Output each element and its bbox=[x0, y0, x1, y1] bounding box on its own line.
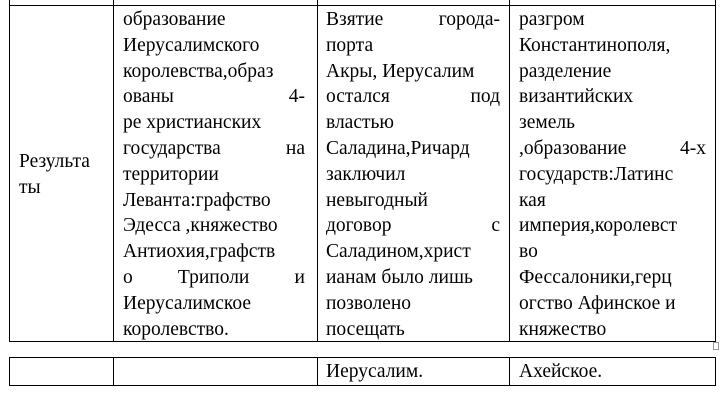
cont-col3-text: Иерусалим. bbox=[326, 361, 424, 382]
col2-line-6: территории bbox=[123, 163, 219, 185]
cont-top-border bbox=[9, 357, 716, 358]
col4-line-3: византийских bbox=[519, 86, 634, 108]
col4-line-7: кая bbox=[519, 189, 546, 211]
cell-col2 bbox=[123, 7, 305, 342]
col3-line-0: Взятие города- bbox=[326, 9, 500, 30]
col3-line-7: невыгодный bbox=[326, 189, 428, 211]
cont-col-border-2 bbox=[317, 357, 318, 386]
col2-line-4: ре христианских bbox=[123, 112, 262, 134]
cont-col-border-4 bbox=[715, 357, 716, 386]
table-resize-marker[interactable] bbox=[713, 342, 719, 350]
col3-line-11: позволено bbox=[326, 292, 412, 314]
col2-line-3: ованы 4- bbox=[123, 86, 305, 108]
col4-line-6: государств:Латинс bbox=[519, 163, 674, 185]
col3-line-9: Саладином,христ bbox=[326, 241, 471, 263]
cell-col4 bbox=[519, 7, 706, 342]
top-border bbox=[9, 5, 716, 6]
cont-col-border-3 bbox=[509, 357, 510, 386]
col3-line-4: властью bbox=[326, 112, 394, 134]
col4-line-1: Константинополя, bbox=[519, 34, 671, 56]
row-label bbox=[19, 149, 90, 201]
col-border-0 bbox=[9, 0, 10, 342]
col-border-1 bbox=[113, 0, 114, 342]
col2-line-2: королевства,образ bbox=[123, 60, 274, 82]
col2-line-10: о Триполи и bbox=[123, 266, 305, 288]
col-border-2 bbox=[317, 0, 318, 342]
col2-line-7: Леванта:графство bbox=[123, 189, 271, 211]
col3-line-8: договор с bbox=[326, 215, 500, 237]
row-label-line-1: Результа bbox=[19, 151, 90, 172]
col4-line-5: ,образование 4-х bbox=[519, 137, 706, 159]
col4-line-12: княжество bbox=[519, 318, 607, 340]
col2-line-5: государства на bbox=[123, 137, 305, 159]
col4-line-9: во bbox=[519, 241, 538, 263]
col3-line-12: посещать bbox=[326, 318, 405, 340]
col3-line-6: заключил bbox=[326, 163, 406, 185]
col3-line-1: порта bbox=[326, 34, 374, 56]
col4-line-11: огство Афинское и bbox=[519, 292, 676, 314]
col-border-4 bbox=[715, 0, 716, 342]
col4-line-2: разделение bbox=[519, 60, 612, 82]
col3-line-2: Акры, Иерусалим bbox=[326, 60, 475, 82]
col2-line-11: Иерусалимское bbox=[123, 292, 251, 314]
col2-line-1: Иерусалимского bbox=[123, 34, 260, 56]
col4-line-4: земель bbox=[519, 112, 575, 134]
cont-col4-text: Ахейское. bbox=[519, 361, 603, 382]
col4-line-0: разгром bbox=[519, 9, 585, 30]
col2-line-0: образование bbox=[123, 9, 226, 30]
col-border-3 bbox=[509, 0, 510, 342]
col3-line-10: ианам было лишь bbox=[326, 266, 473, 288]
col3-line-3: остался под bbox=[326, 86, 500, 108]
col2-line-12: королевство. bbox=[123, 318, 229, 340]
col3-line-5: Саладина,Ричард bbox=[326, 137, 470, 159]
col4-line-8: империя,королевст bbox=[519, 215, 678, 237]
col2-line-9: Антиохия,графств bbox=[123, 241, 276, 263]
cont-bottom-border bbox=[9, 385, 716, 386]
col4-line-10: Фессалоники,герц bbox=[519, 266, 672, 288]
row-label-line-2: ты bbox=[19, 176, 41, 198]
cont-col-border-1 bbox=[113, 357, 114, 386]
cell-col3 bbox=[326, 7, 500, 342]
cont-col-border-0 bbox=[9, 357, 10, 386]
col2-line-8: Эдесса ,княжество bbox=[123, 215, 278, 237]
